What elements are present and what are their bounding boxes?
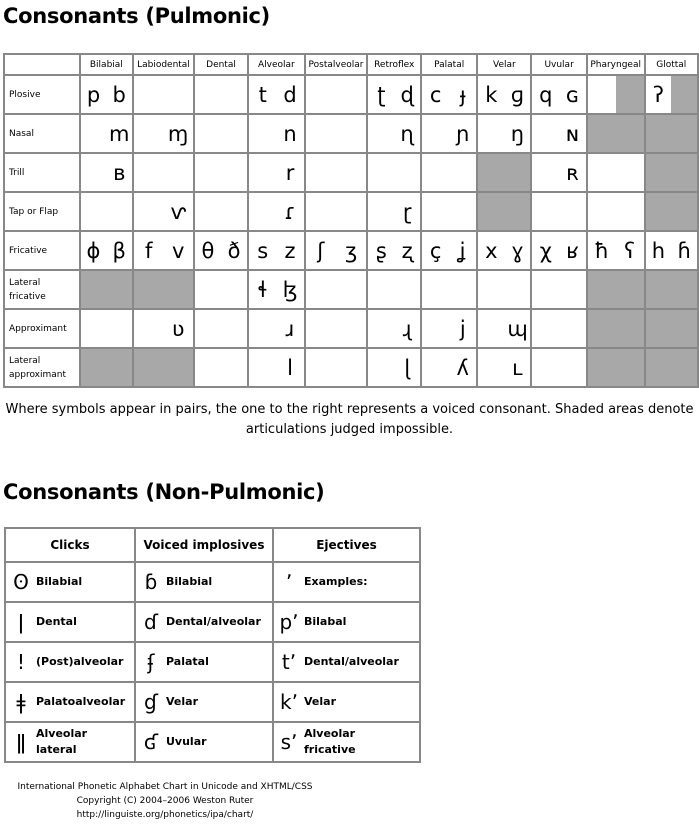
consonant-cell [367, 270, 421, 309]
nonpulmonic-title: Consonants (Non-Pulmonic) [3, 480, 325, 504]
row-label: Nasal [4, 114, 80, 153]
voiceless-symbol: q [539, 82, 553, 107]
consonant-cell [305, 75, 368, 114]
consonant-cell [194, 270, 248, 309]
consonant-cell [645, 75, 698, 114]
manner-row [4, 114, 698, 153]
nonpulmonic-cell [135, 642, 273, 682]
consonant-cell [477, 153, 531, 192]
voiceless-symbol: s [257, 238, 269, 263]
header-implosives: Voiced implosives [135, 528, 273, 562]
consonant-cell [194, 75, 248, 114]
nonpulmonic-cell [5, 722, 135, 762]
consonant-cell [194, 231, 248, 270]
consonant-cell [194, 348, 248, 387]
consonant-cell [421, 75, 477, 114]
voiced-symbol: j [459, 316, 466, 341]
consonant-cell [587, 192, 645, 231]
voiced-symbol: ʁ [566, 238, 579, 263]
ipa-symbol: ʼ [285, 570, 293, 594]
consonant-cell [248, 270, 304, 309]
voiced-symbol: ɡ [510, 82, 525, 107]
consonant-cell [80, 114, 133, 153]
consonant-cell [367, 309, 421, 348]
row-label: Lateral approximant [4, 348, 80, 387]
manner-row [4, 153, 698, 192]
consonant-cell [367, 192, 421, 231]
voiced-symbol: ʎ [456, 355, 469, 380]
symbol-label: Alveolar lateral [36, 727, 88, 756]
manner-row [4, 309, 698, 348]
voiced-symbol: ɾ [284, 199, 296, 224]
consonant-cell [421, 153, 477, 192]
consonant-cell [587, 75, 645, 114]
consonant-cell [133, 75, 194, 114]
manner-row [4, 192, 698, 231]
voiceless-symbol: h [651, 238, 666, 263]
consonant-cell [133, 309, 194, 348]
nonpulmonic-cell [273, 642, 420, 682]
voiced-symbol: ʙ [113, 160, 126, 185]
voiced-symbol: ʐ [401, 238, 413, 263]
consonant-cell [645, 114, 698, 153]
consonant-cell [421, 309, 477, 348]
nonpulmonic-cell [5, 642, 135, 682]
voiced-symbol: ɱ [167, 121, 189, 146]
column-header: Pharyngeal [587, 54, 645, 75]
voiced-symbol: ɹ [285, 316, 295, 341]
consonant-cell [305, 114, 368, 153]
manner-row [4, 270, 698, 309]
consonant-cell [645, 231, 698, 270]
nonpulmonic-cell [135, 602, 273, 642]
voiceless-symbol: f [145, 238, 153, 263]
symbol-label: (Post)alveolar [36, 655, 124, 668]
consonant-cell [587, 348, 645, 387]
column-header: Postalveolar [305, 54, 368, 75]
nonpulmonic-row [5, 562, 420, 602]
voiceless-symbol: ɬ [257, 277, 268, 302]
symbol-label: Examples: [304, 575, 368, 588]
consonant-cell [531, 270, 586, 309]
voiceless-symbol: ʃ [317, 238, 325, 263]
consonant-cell [531, 153, 586, 192]
consonant-cell [645, 192, 698, 231]
consonant-cell [367, 75, 421, 114]
voiced-symbol: ɟ [459, 82, 466, 107]
voiced-symbol: v [171, 238, 185, 263]
voiced-symbol: ʋ [171, 316, 185, 341]
pulmonic-table [3, 53, 699, 388]
pulmonic-title: Consonants (Pulmonic) [3, 4, 270, 28]
consonant-cell [477, 75, 531, 114]
column-header: Dental [194, 54, 248, 75]
consonant-cell [248, 348, 304, 387]
consonant-cell [367, 231, 421, 270]
nonpulmonic-row [5, 602, 420, 642]
voiceless-symbol: p [86, 82, 101, 107]
column-header: Palatal [421, 54, 477, 75]
symbol-label: Palatoalveolar [36, 695, 126, 708]
voiceless-symbol: ħ [594, 238, 609, 263]
ipa-symbol: pʼ [279, 610, 299, 634]
ipa-symbol: ǁ [16, 730, 26, 754]
nonpulmonic-cell [135, 682, 273, 722]
manner-row [4, 348, 698, 387]
column-header: Uvular [531, 54, 586, 75]
consonant-cell [531, 192, 586, 231]
row-label: Lateral fricative [4, 270, 80, 309]
nonpulmonic-cell [135, 562, 273, 602]
pulmonic-header-row [4, 54, 698, 75]
consonant-cell [194, 153, 248, 192]
nonpulmonic-table [4, 527, 421, 763]
ipa-symbol: kʼ [280, 690, 298, 714]
voiced-symbol: ⱱ [170, 199, 186, 224]
nonpulmonic-cell [135, 722, 273, 762]
symbol-label: Dental/alveolar [304, 655, 399, 668]
nonpulmonic-cell [5, 602, 135, 642]
voiceless-symbol: k [485, 82, 498, 107]
voiceless-symbol: t [258, 82, 267, 107]
voiced-symbol: ʟ [512, 355, 523, 380]
nonpulmonic-cell [5, 682, 135, 722]
ipa-symbol: ʘ [13, 570, 29, 594]
voiced-symbol: m [108, 121, 130, 146]
consonant-cell [531, 75, 586, 114]
voiced-symbol: ʀ [566, 160, 579, 185]
voiced-symbol: d [283, 82, 297, 107]
voiceless-symbol: ç [429, 238, 442, 263]
symbol-label: Palatal [166, 655, 209, 668]
ipa-symbol: ɗ [144, 610, 158, 634]
voiced-symbol: l [287, 355, 293, 380]
consonant-cell [248, 231, 304, 270]
credit-copyright: Copyright (C) 2004–2006 Weston Ruter [76, 796, 254, 806]
voiceless-symbol: χ [539, 238, 552, 263]
voiced-symbol: ɣ [511, 238, 524, 263]
ipa-symbol: ǂ [16, 690, 26, 714]
consonant-cell [587, 231, 645, 270]
consonant-cell [248, 153, 304, 192]
voiceless-symbol: ʂ [375, 238, 387, 263]
consonant-cell [587, 270, 645, 309]
consonant-cell [587, 114, 645, 153]
symbol-label: Dental [36, 615, 77, 628]
column-header: Labiodental [133, 54, 194, 75]
consonant-cell [305, 231, 368, 270]
consonant-cell [133, 192, 194, 231]
column-header: Glottal [645, 54, 698, 75]
symbol-label: Bilabial [36, 575, 83, 588]
voiced-symbol: ŋ [510, 121, 525, 146]
symbol-label: Alveolar fricative [304, 727, 356, 756]
consonant-cell [248, 309, 304, 348]
voiceless-symbol: x [485, 238, 498, 263]
column-header: Retroflex [367, 54, 421, 75]
voiced-symbol: ɮ [282, 277, 298, 302]
voiced-symbol: β [112, 238, 126, 263]
voiced-symbol: ɲ [455, 121, 470, 146]
voiced-symbol: ɖ [400, 82, 414, 107]
symbol-label: Bilabal [304, 615, 347, 628]
ipa-symbol: ɠ [144, 690, 158, 714]
voiced-symbol: ð [227, 238, 241, 263]
consonant-cell [645, 270, 698, 309]
consonant-cell [531, 309, 586, 348]
consonant-cell [80, 270, 133, 309]
consonant-cell [367, 348, 421, 387]
ipa-symbol: ʛ [143, 730, 159, 754]
nonpulmonic-row [5, 722, 420, 762]
voiced-symbol: ʒ [345, 238, 358, 263]
consonant-cell [80, 309, 133, 348]
consonant-cell [248, 75, 304, 114]
consonant-cell [477, 309, 531, 348]
consonant-cell [80, 231, 133, 270]
ipa-symbol: ɓ [144, 570, 158, 594]
nonpulmonic-cell [273, 682, 420, 722]
row-label: Approximant [4, 309, 80, 348]
consonant-cell [133, 114, 194, 153]
consonant-cell [80, 192, 133, 231]
nonpulmonic-cell [273, 722, 420, 762]
voiced-symbol: ʝ [459, 238, 466, 263]
consonant-cell [421, 231, 477, 270]
nonpulmonic-cell [273, 602, 420, 642]
consonant-cell [477, 114, 531, 153]
voiced-symbol: ɽ [402, 199, 412, 224]
voiced-symbol: ɰ [507, 316, 528, 341]
consonant-cell [421, 192, 477, 231]
credit-title: International Phonetic Alphabet Chart in Unicode and XHTML/CSS [17, 782, 313, 792]
consonant-cell [531, 114, 586, 153]
consonant-cell [645, 153, 698, 192]
manner-row [4, 75, 698, 114]
ipa-symbol: ʄ [147, 650, 155, 674]
consonant-cell [367, 114, 421, 153]
header-clicks: Clicks [5, 528, 135, 562]
voiced-symbol: b [112, 82, 126, 107]
consonant-cell [133, 270, 194, 309]
voiced-symbol: ɢ [565, 82, 580, 107]
voiced-symbol: n [283, 121, 297, 146]
consonant-cell [305, 309, 368, 348]
consonant-cell [421, 348, 477, 387]
nonpulmonic-row [5, 682, 420, 722]
nonpulmonic-cell [5, 562, 135, 602]
column-header: Bilabial [80, 54, 133, 75]
nonpulmonic-cell [273, 562, 420, 602]
symbol-label: Dental/alveolar [166, 615, 261, 628]
consonant-cell [477, 270, 531, 309]
voiced-symbol: ɭ [404, 355, 411, 380]
consonant-cell [133, 153, 194, 192]
consonant-cell [477, 348, 531, 387]
symbol-label: Velar [304, 695, 336, 708]
header-ejectives: Ejectives [273, 528, 420, 562]
consonant-cell [645, 348, 698, 387]
consonant-cell [80, 75, 133, 114]
nonpulmonic-header-row [5, 528, 420, 562]
voiced-symbol: ɳ [400, 121, 414, 146]
ipa-symbol: ǃ [18, 650, 24, 674]
voiced-symbol: ɴ [565, 121, 580, 146]
consonant-cell [248, 192, 304, 231]
row-label: Fricative [4, 231, 80, 270]
ipa-symbol: sʼ [280, 730, 298, 754]
ipa-symbol: tʼ [281, 650, 297, 674]
consonant-cell [133, 231, 194, 270]
symbol-label: Uvular [166, 735, 207, 748]
row-label: Trill [4, 153, 80, 192]
manner-row [4, 231, 698, 270]
consonant-cell [194, 309, 248, 348]
corner-cell [4, 54, 80, 75]
voiceless-symbol: c [429, 82, 442, 107]
voiceless-symbol: ʈ [377, 82, 386, 107]
consonant-cell [305, 348, 368, 387]
voiced-symbol: z [284, 238, 296, 263]
symbol-label: Velar [166, 695, 198, 708]
row-label: Tap or Flap [4, 192, 80, 231]
column-header: Velar [477, 54, 531, 75]
credit-url: http://linguiste.org/phonetics/ipa/chart/ [76, 810, 254, 820]
consonant-cell [133, 348, 194, 387]
voiced-symbol: r [285, 160, 295, 185]
pulmonic-note: Where symbols appear in pairs, the one to the right represents a voiced consonant. Shaded areas denote articulations judged impossible. [5, 402, 694, 437]
voiceless-symbol: ʔ [653, 82, 664, 107]
symbol-label: Bilabial [166, 575, 213, 588]
voiced-symbol: ɻ [402, 316, 412, 341]
consonant-cell [305, 153, 368, 192]
voiceless-symbol: θ [201, 238, 215, 263]
voiced-symbol: ʕ [624, 238, 635, 263]
consonant-cell [80, 348, 133, 387]
consonant-cell [587, 153, 645, 192]
consonant-cell [477, 231, 531, 270]
consonant-cell [305, 270, 368, 309]
consonant-cell [531, 348, 586, 387]
consonant-cell [194, 114, 248, 153]
consonant-cell [587, 309, 645, 348]
voiced-symbol: ɦ [677, 238, 691, 263]
consonant-cell [367, 153, 421, 192]
consonant-cell [421, 270, 477, 309]
consonant-cell [194, 192, 248, 231]
row-label: Plosive [4, 75, 80, 114]
consonant-cell [645, 309, 698, 348]
consonant-cell [80, 153, 133, 192]
ipa-symbol: ǀ [18, 610, 24, 634]
nonpulmonic-row [5, 642, 420, 682]
column-header: Alveolar [248, 54, 304, 75]
voiceless-symbol: ɸ [86, 238, 101, 263]
consonant-cell [305, 192, 368, 231]
consonant-cell [477, 192, 531, 231]
consonant-cell [248, 114, 304, 153]
consonant-cell [531, 231, 586, 270]
consonant-cell [421, 114, 477, 153]
